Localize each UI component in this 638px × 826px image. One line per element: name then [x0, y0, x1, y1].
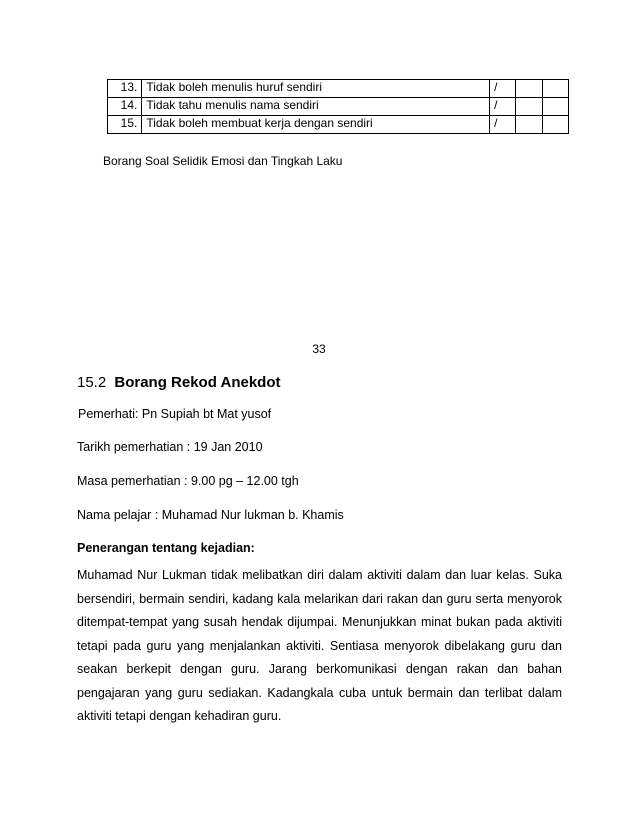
row-item: Tidak boleh menulis huruf sendiri — [142, 80, 490, 98]
row-item: Tidak boleh membuat kerja dengan sendiri — [142, 116, 490, 134]
behavior-checklist-table — [107, 79, 569, 134]
row-empty-cell — [516, 98, 542, 116]
observer-field: Pemerhati: Pn Supiah bt Mat yusof — [78, 407, 272, 421]
row-number: 13. — [108, 80, 142, 98]
incident-description-heading: Penerangan tentang kejadian: — [77, 541, 255, 555]
incident-description-paragraph: Muhamad Nur Lukman tidak melibatkan diri dalam aktiviti dalam dan luar kelas. Suka bersendiri, bermain sendiri, kadang kala melarikan dari rakan dan guru serta menyorok ditempat-tempat yang susah hendak dijumpai. Menunjukkan minat bukan pada aktiviti tetapi pada guru yang menjalankan aktiviti. Sentiasa menyorok dibelakang guru dan seakan berkepit dengan guru. Jarang berkomunikasi dengan rakan dan bahan pengajaran yang guru sediakan. Kadangkala cuba untuk bermain dan terlibat dalam aktiviti tetapi dengan kehadiran guru. — [77, 568, 562, 723]
row-empty-cell — [516, 116, 542, 134]
row-mark: / — [490, 80, 516, 98]
table-caption: Borang Soal Selidik Emosi dan Tingkah Laku — [103, 154, 343, 168]
row-empty-cell — [542, 98, 568, 116]
table-row — [108, 116, 569, 134]
section-number: 15.2 — [77, 374, 107, 391]
student-name-field: Nama pelajar : Muhamad Nur lukman b. Khamis — [77, 508, 344, 522]
row-mark: / — [490, 98, 516, 116]
row-empty-cell — [542, 116, 568, 134]
row-empty-cell — [542, 80, 568, 98]
page-number: 33 — [312, 342, 326, 356]
row-number: 15. — [108, 116, 142, 134]
table-row — [108, 80, 569, 98]
table-row — [108, 98, 569, 116]
observation-time-field: Masa pemerhatian : 9.00 pg – 12.00 tgh — [77, 474, 299, 488]
observation-date-field: Tarikh pemerhatian : 19 Jan 2010 — [77, 440, 263, 454]
section-heading — [77, 374, 281, 391]
row-empty-cell — [516, 80, 542, 98]
row-item: Tidak tahu menulis nama sendiri — [142, 98, 490, 116]
row-mark: / — [490, 116, 516, 134]
row-number: 14. — [108, 98, 142, 116]
section-title: Borang Rekod Anekdot — [114, 374, 281, 391]
